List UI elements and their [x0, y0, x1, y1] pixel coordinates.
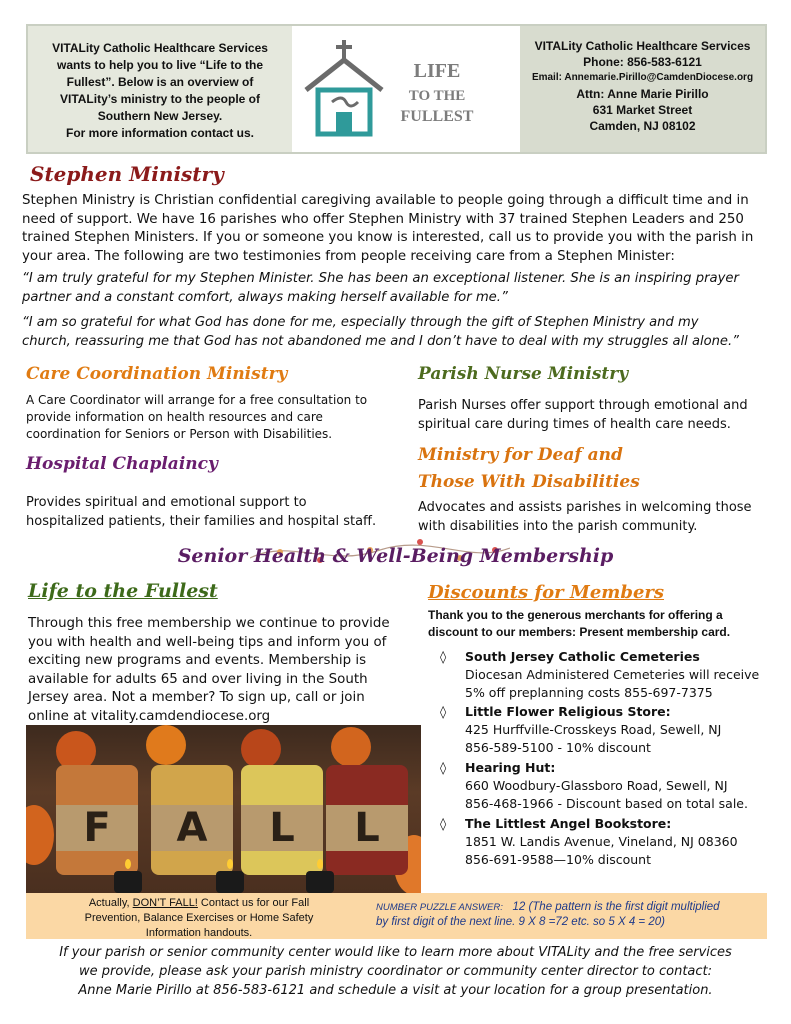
- merchant-name: South Jersey Catholic Cemeteries: [465, 649, 700, 664]
- heading-line: Ministry for Deaf and: [418, 445, 623, 465]
- logo-title-life: LIFE: [413, 60, 461, 82]
- body-line: exciting new programs and events. Membership is: [28, 653, 367, 668]
- flame-icon: [317, 859, 323, 869]
- merchant-name: Little Flower Religious Store:: [465, 704, 671, 719]
- flame-icon: [125, 859, 131, 869]
- autumn-flower-icon: [331, 727, 371, 767]
- discounts-heading: Discounts for Members: [428, 582, 665, 603]
- jar-l-2: [326, 765, 408, 875]
- header-intro-line: Fullest”. Below is an overview of: [66, 75, 254, 89]
- autumn-flower-icon: [241, 729, 281, 769]
- contact-org: VITALity Catholic Healthcare Services: [534, 39, 751, 53]
- note-line: Information handouts.: [145, 927, 253, 939]
- autumn-flower-icon: [146, 725, 186, 765]
- jar-letter: A: [151, 805, 233, 851]
- merchant-detail: 660 Woodbury-Glassboro Road, Sewell, NJ: [465, 778, 728, 793]
- contact-phone: Phone: 856-583-6121: [583, 55, 702, 69]
- header-intro: [28, 26, 292, 152]
- stephen-ministry-body: [22, 192, 772, 266]
- dont-fall-emphasis: DON’T FALL!: [132, 897, 198, 909]
- body-line: spiritual care during times of health care needs.: [418, 417, 731, 432]
- body-line: Jersey area. Not a member? To sign up, call or join: [28, 690, 365, 705]
- invitation-line: Anne Marie Pirillo at 856-583-6121 and schedule a visit at your location for a group presentation.: [78, 983, 713, 998]
- merchant-detail: Diocesan Administered Cemeteries will receive: [465, 667, 760, 682]
- invitation-line: we provide, please ask your parish ministry coordinator or community center director to contact:: [78, 964, 713, 979]
- header-intro-line: For more information contact us.: [65, 126, 254, 140]
- diamond-bullet-icon: ◊: [440, 649, 447, 664]
- contact-invitation: [40, 943, 751, 1000]
- flame-icon: [227, 859, 233, 869]
- body-line: need of support. We have 16 parishes who offer Stephen Ministry with 37 trained Stephen Leaders and 250: [22, 211, 744, 227]
- contact-street: 631 Market Street: [592, 103, 693, 117]
- number-puzzle-answer: [376, 900, 766, 930]
- discounts-intro: [428, 607, 773, 641]
- body-line: you with health and well-being tips and inform you of: [28, 634, 387, 650]
- body-line: Parish Nurses offer support through emotional and: [418, 398, 748, 413]
- puzzle-answer-text: 12 (The pattern is the first digit multiplied: [512, 901, 720, 913]
- church-house-icon: [302, 40, 388, 138]
- merchant-detail: 1851 W. Landis Avenue, Vineland, NJ 08360: [465, 834, 738, 849]
- header-intro-line: VITALity’s ministry to the people of: [59, 92, 260, 106]
- quote-line: “I am so grateful for what God has done for me, especially through the gift of Stephen Ministry and my: [22, 315, 699, 330]
- fall-note-band: [26, 893, 767, 939]
- body-line: provide information on health resources and care: [26, 410, 323, 424]
- diamond-bullet-icon: ◊: [440, 704, 447, 719]
- body-line: hospitalized patients, their families and hospital staff.: [26, 514, 377, 529]
- merchant-detail: 856-468-1966 - Discount based on total sale.: [465, 796, 748, 811]
- body-line: Through this free membership we continue to provide: [28, 616, 390, 631]
- merchant-detail: 856-589-5100 - 10% discount: [465, 740, 651, 755]
- header-banner: [26, 24, 767, 154]
- deaf-ministry-heading: [418, 442, 640, 496]
- intro-line: discount to our members: Present membership card.: [428, 625, 731, 639]
- logo-title-to-the: TO THE: [408, 88, 466, 104]
- parish-nurse-body: [418, 396, 778, 434]
- candle-icon: [114, 871, 142, 893]
- hospital-chaplaincy-heading: Hospital Chaplaincy: [26, 454, 218, 474]
- puzzle-label: NUMBER PUZZLE ANSWER:: [376, 902, 503, 913]
- candle-icon: [216, 871, 244, 893]
- merchant-detail: 856-691-9588—10% discount: [465, 852, 651, 867]
- body-line: Advocates and assists parishes in welcoming those: [418, 500, 752, 515]
- contact-attn: Attn: Anne Marie Pirillo: [576, 87, 709, 101]
- puzzle-line: by first digit of the next line. 9 X 8 =72 etc. so 5 X 4 = 20): [376, 916, 665, 928]
- merchant-detail: 425 Hurffville-Crosskeys Road, Sewell, NJ: [465, 722, 722, 737]
- stephen-ministry-heading: Stephen Ministry: [30, 162, 224, 186]
- body-line: A Care Coordinator will arrange for a free consultation to: [26, 393, 368, 407]
- body-line: Stephen Ministry is Christian confidential caregiving available to people going through a difficult time and in: [22, 193, 749, 208]
- intro-line: Thank you to the generous merchants for offering a: [428, 608, 723, 622]
- quote-line: partner and a constant comfort, always making herself available for me.”: [22, 289, 508, 305]
- body-line: Provides spiritual and emotional support to: [26, 495, 307, 510]
- merchant-name: The Littlest Angel Bookstore:: [465, 816, 672, 831]
- jar-letter: L: [326, 805, 408, 851]
- header-intro-line: wants to help you to live “Life to the: [56, 58, 263, 72]
- body-line: available for adults 65 and over living in the South: [28, 671, 368, 687]
- note-line: Prevention, Balance Exercises or Home Safety: [84, 912, 314, 924]
- senior-membership-heading: Senior Health & Well-Being Membership: [177, 545, 614, 567]
- contact-email[interactable]: Email: Annemarie.Pirillo@CamdenDiocese.org: [531, 72, 754, 83]
- jar-letter: L: [241, 805, 323, 851]
- header-contact: [520, 26, 765, 152]
- parish-nurse-heading: Parish Nurse Ministry: [418, 364, 629, 384]
- care-coordination-heading: Care Coordination Ministry: [26, 364, 288, 384]
- jar-f: [56, 765, 138, 875]
- body-line: trained Stephen Ministers. If you or someone you know is interested, call us to provide you with the parish in: [22, 230, 754, 246]
- contact-city: Camden, NJ 08102: [589, 119, 696, 133]
- fall-jars-photo: [26, 725, 421, 893]
- stephen-testimony-1: [22, 270, 772, 307]
- merchant-detail: 5% off preplanning costs 855-697-7375: [465, 685, 713, 700]
- body-line: with disabilities into the parish community.: [418, 519, 698, 534]
- body-line: your area. The following are two testimonies from people receiving care from a Stephen Minister:: [22, 248, 675, 264]
- care-coordination-body: [26, 392, 396, 443]
- jar-l: [241, 765, 323, 875]
- jar-a: [151, 765, 233, 875]
- life-to-the-fullest-body: [28, 615, 418, 726]
- quote-line: “I am truly grateful for my Stephen Minister. She has been an exceptional listener. She is an inspiring prayer: [22, 271, 739, 286]
- quote-line: church, reassuring me that God has not abandoned me and I don’t have to deal with my struggles all alone.”: [22, 333, 739, 349]
- header-intro-line: VITALity Catholic Healthcare Services: [52, 41, 268, 55]
- body-line: coordination for Seniors or Person with Disabilities.: [26, 427, 333, 441]
- jar-letter: F: [56, 805, 138, 851]
- merchant-name: Hearing Hut:: [465, 760, 556, 775]
- body-line[interactable]: online at vitality.camdendiocese.org: [28, 708, 271, 724]
- header-intro-line: Southern New Jersey.: [97, 109, 223, 123]
- pumpkin-icon: [26, 805, 54, 865]
- diamond-bullet-icon: ◊: [440, 816, 447, 831]
- stephen-testimony-2: [22, 314, 777, 351]
- candle-icon: [306, 871, 334, 893]
- diamond-bullet-icon: ◊: [440, 760, 447, 775]
- life-to-the-fullest-logo: [292, 26, 520, 152]
- logo-title-fullest: FULLEST: [400, 108, 474, 125]
- note-rest: Contact us for our Fall: [197, 897, 310, 909]
- heading-line: Those With Disabilities: [418, 472, 640, 492]
- fall-prevention-note: [54, 896, 344, 941]
- invitation-line: If your parish or senior community center would like to learn more about VITALity and the free services: [59, 945, 732, 960]
- note-prefix: Actually,: [88, 897, 133, 909]
- life-to-the-fullest-heading: Life to the Fullest: [28, 580, 218, 602]
- hospital-chaplaincy-body: [26, 493, 406, 531]
